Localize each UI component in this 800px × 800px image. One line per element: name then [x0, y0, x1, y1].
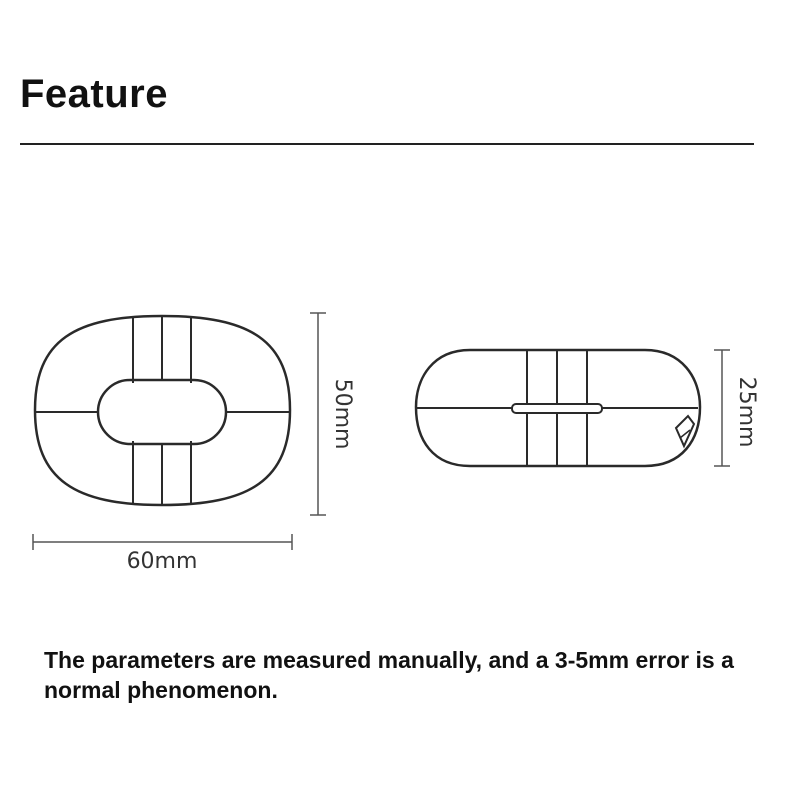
width-label: 60mm	[126, 549, 198, 574]
thickness-dimension	[714, 350, 730, 466]
measurement-note: The parameters are measured manually, and a 3-5mm error is a normal phenomenon.	[44, 647, 734, 703]
side-view	[416, 350, 700, 466]
width-dimension	[33, 534, 292, 550]
top-view	[35, 316, 290, 505]
top-view-center-hole	[98, 380, 226, 444]
height-label: 50mm	[330, 378, 355, 450]
page-title: Feature	[20, 72, 168, 116]
thickness-label: 25mm	[734, 376, 759, 448]
side-view-center-slot	[512, 404, 602, 413]
height-dimension	[310, 313, 326, 515]
